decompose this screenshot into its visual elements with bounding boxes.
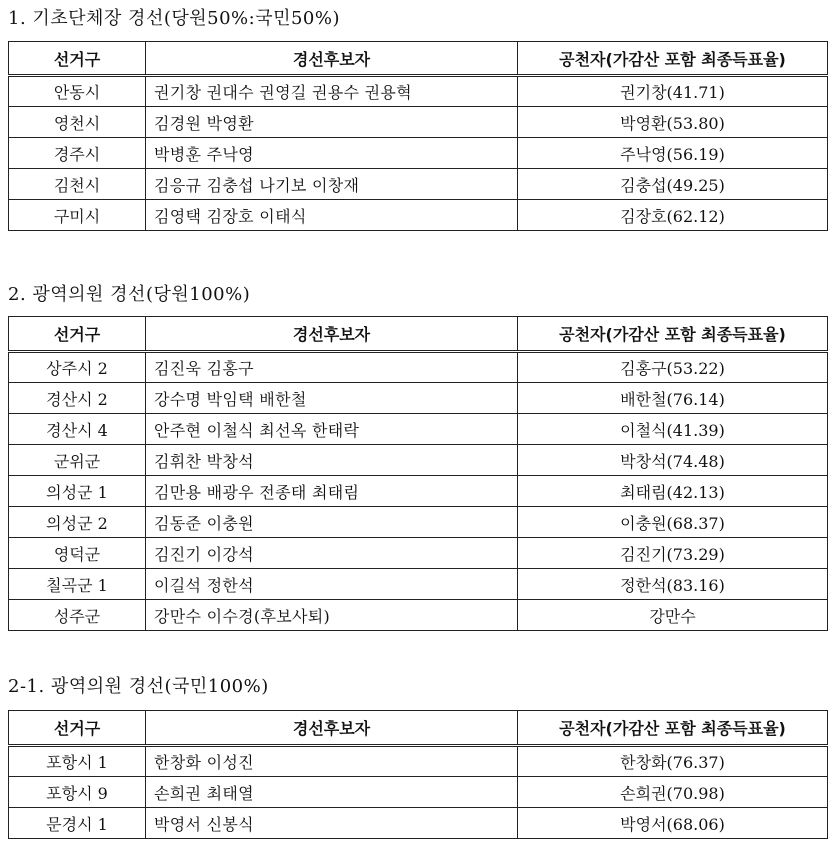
header-nominee: 공천자(가감산 포함 최종득표율) xyxy=(518,42,828,76)
nominee-cell: 손희권(70.98) xyxy=(518,777,828,808)
candidates-cell: 김영택 김장호 이태식 xyxy=(146,200,518,231)
district-cell: 포항시 9 xyxy=(9,777,146,808)
candidates-cell: 김진기 이강석 xyxy=(146,538,518,569)
table-row xyxy=(9,507,828,538)
table-row xyxy=(9,746,828,777)
header-nominee: 공천자(가감산 포함 최종득표율) xyxy=(518,317,828,352)
results-table-basic-head xyxy=(8,41,828,231)
nominee-cell: 최태림(42.13) xyxy=(518,476,828,507)
header-candidates: 경선후보자 xyxy=(146,42,518,76)
nominee-cell: 주낙영(56.19) xyxy=(518,138,828,169)
results-table-provincial-public xyxy=(8,710,828,839)
section-title-provincial-party: 2. 광역의원 경선(당원100%) xyxy=(8,284,251,305)
district-cell: 경주시 xyxy=(9,138,146,169)
candidates-cell: 김동준 이충원 xyxy=(146,507,518,538)
table-header-row xyxy=(9,711,828,746)
section-title-basic-head: 1. 기초단체장 경선(당원50%:국민50%) xyxy=(8,8,341,29)
candidates-cell: 박영서 신봉식 xyxy=(146,808,518,839)
header-candidates: 경선후보자 xyxy=(146,317,518,352)
nominee-cell: 이철식(41.39) xyxy=(518,414,828,445)
table-row xyxy=(9,138,828,169)
candidates-cell: 이길석 정한석 xyxy=(146,569,518,600)
header-district: 선거구 xyxy=(9,317,146,352)
district-cell: 경산시 4 xyxy=(9,414,146,445)
district-cell: 의성군 1 xyxy=(9,476,146,507)
district-cell: 안동시 xyxy=(9,76,146,107)
nominee-cell: 박창석(74.48) xyxy=(518,445,828,476)
district-cell: 구미시 xyxy=(9,200,146,231)
header-district: 선거구 xyxy=(9,711,146,746)
candidates-cell: 김응규 김충섭 나기보 이창재 xyxy=(146,169,518,200)
table-row xyxy=(9,777,828,808)
nominee-cell: 한창화(76.37) xyxy=(518,746,828,777)
candidates-cell: 김진욱 김홍구 xyxy=(146,352,518,383)
nominee-cell: 김홍구(53.22) xyxy=(518,352,828,383)
district-cell: 칠곡군 1 xyxy=(9,569,146,600)
district-cell: 성주군 xyxy=(9,600,146,631)
nominee-cell: 김장호(62.12) xyxy=(518,200,828,231)
table-header-row xyxy=(9,317,828,352)
candidates-cell: 강만수 이수경(후보사퇴) xyxy=(146,600,518,631)
table-row xyxy=(9,200,828,231)
nominee-cell: 강만수 xyxy=(518,600,828,631)
table-row xyxy=(9,538,828,569)
nominee-cell: 김충섭(49.25) xyxy=(518,169,828,200)
nominee-cell: 박영환(53.80) xyxy=(518,107,828,138)
candidates-cell: 박병훈 주낙영 xyxy=(146,138,518,169)
district-cell: 영천시 xyxy=(9,107,146,138)
nominee-cell: 정한석(83.16) xyxy=(518,569,828,600)
candidates-cell: 강수명 박임택 배한철 xyxy=(146,383,518,414)
nominee-cell: 권기창(41.71) xyxy=(518,76,828,107)
table-row xyxy=(9,414,828,445)
table-row xyxy=(9,445,828,476)
candidates-cell: 김휘찬 박창석 xyxy=(146,445,518,476)
candidates-cell: 권기창 권대수 권영길 권용수 권용혁 xyxy=(146,76,518,107)
header-nominee: 공천자(가감산 포함 최종득표율) xyxy=(518,711,828,746)
table-row xyxy=(9,383,828,414)
candidates-cell: 한창화 이성진 xyxy=(146,746,518,777)
nominee-cell: 이충원(68.37) xyxy=(518,507,828,538)
header-candidates: 경선후보자 xyxy=(146,711,518,746)
district-cell: 군위군 xyxy=(9,445,146,476)
section-title-provincial-public: 2-1. 광역의원 경선(국민100%) xyxy=(8,676,269,697)
results-table-provincial-party xyxy=(8,316,828,631)
district-cell: 포항시 1 xyxy=(9,746,146,777)
district-cell: 김천시 xyxy=(9,169,146,200)
table-row xyxy=(9,107,828,138)
candidates-cell: 김경원 박영환 xyxy=(146,107,518,138)
table-header-row xyxy=(9,42,828,76)
nominee-cell: 박영서(68.06) xyxy=(518,808,828,839)
table-row xyxy=(9,600,828,631)
district-cell: 의성군 2 xyxy=(9,507,146,538)
table-row xyxy=(9,352,828,383)
district-cell: 문경시 1 xyxy=(9,808,146,839)
header-district: 선거구 xyxy=(9,42,146,76)
district-cell: 영덕군 xyxy=(9,538,146,569)
nominee-cell: 배한철(76.14) xyxy=(518,383,828,414)
district-cell: 상주시 2 xyxy=(9,352,146,383)
table-row xyxy=(9,476,828,507)
table-row xyxy=(9,169,828,200)
candidates-cell: 손희권 최태열 xyxy=(146,777,518,808)
district-cell: 경산시 2 xyxy=(9,383,146,414)
nominee-cell: 김진기(73.29) xyxy=(518,538,828,569)
table-row xyxy=(9,76,828,107)
table-row xyxy=(9,569,828,600)
candidates-cell: 안주현 이철식 최선옥 한태락 xyxy=(146,414,518,445)
table-row xyxy=(9,808,828,839)
candidates-cell: 김만용 배광우 전종태 최태림 xyxy=(146,476,518,507)
